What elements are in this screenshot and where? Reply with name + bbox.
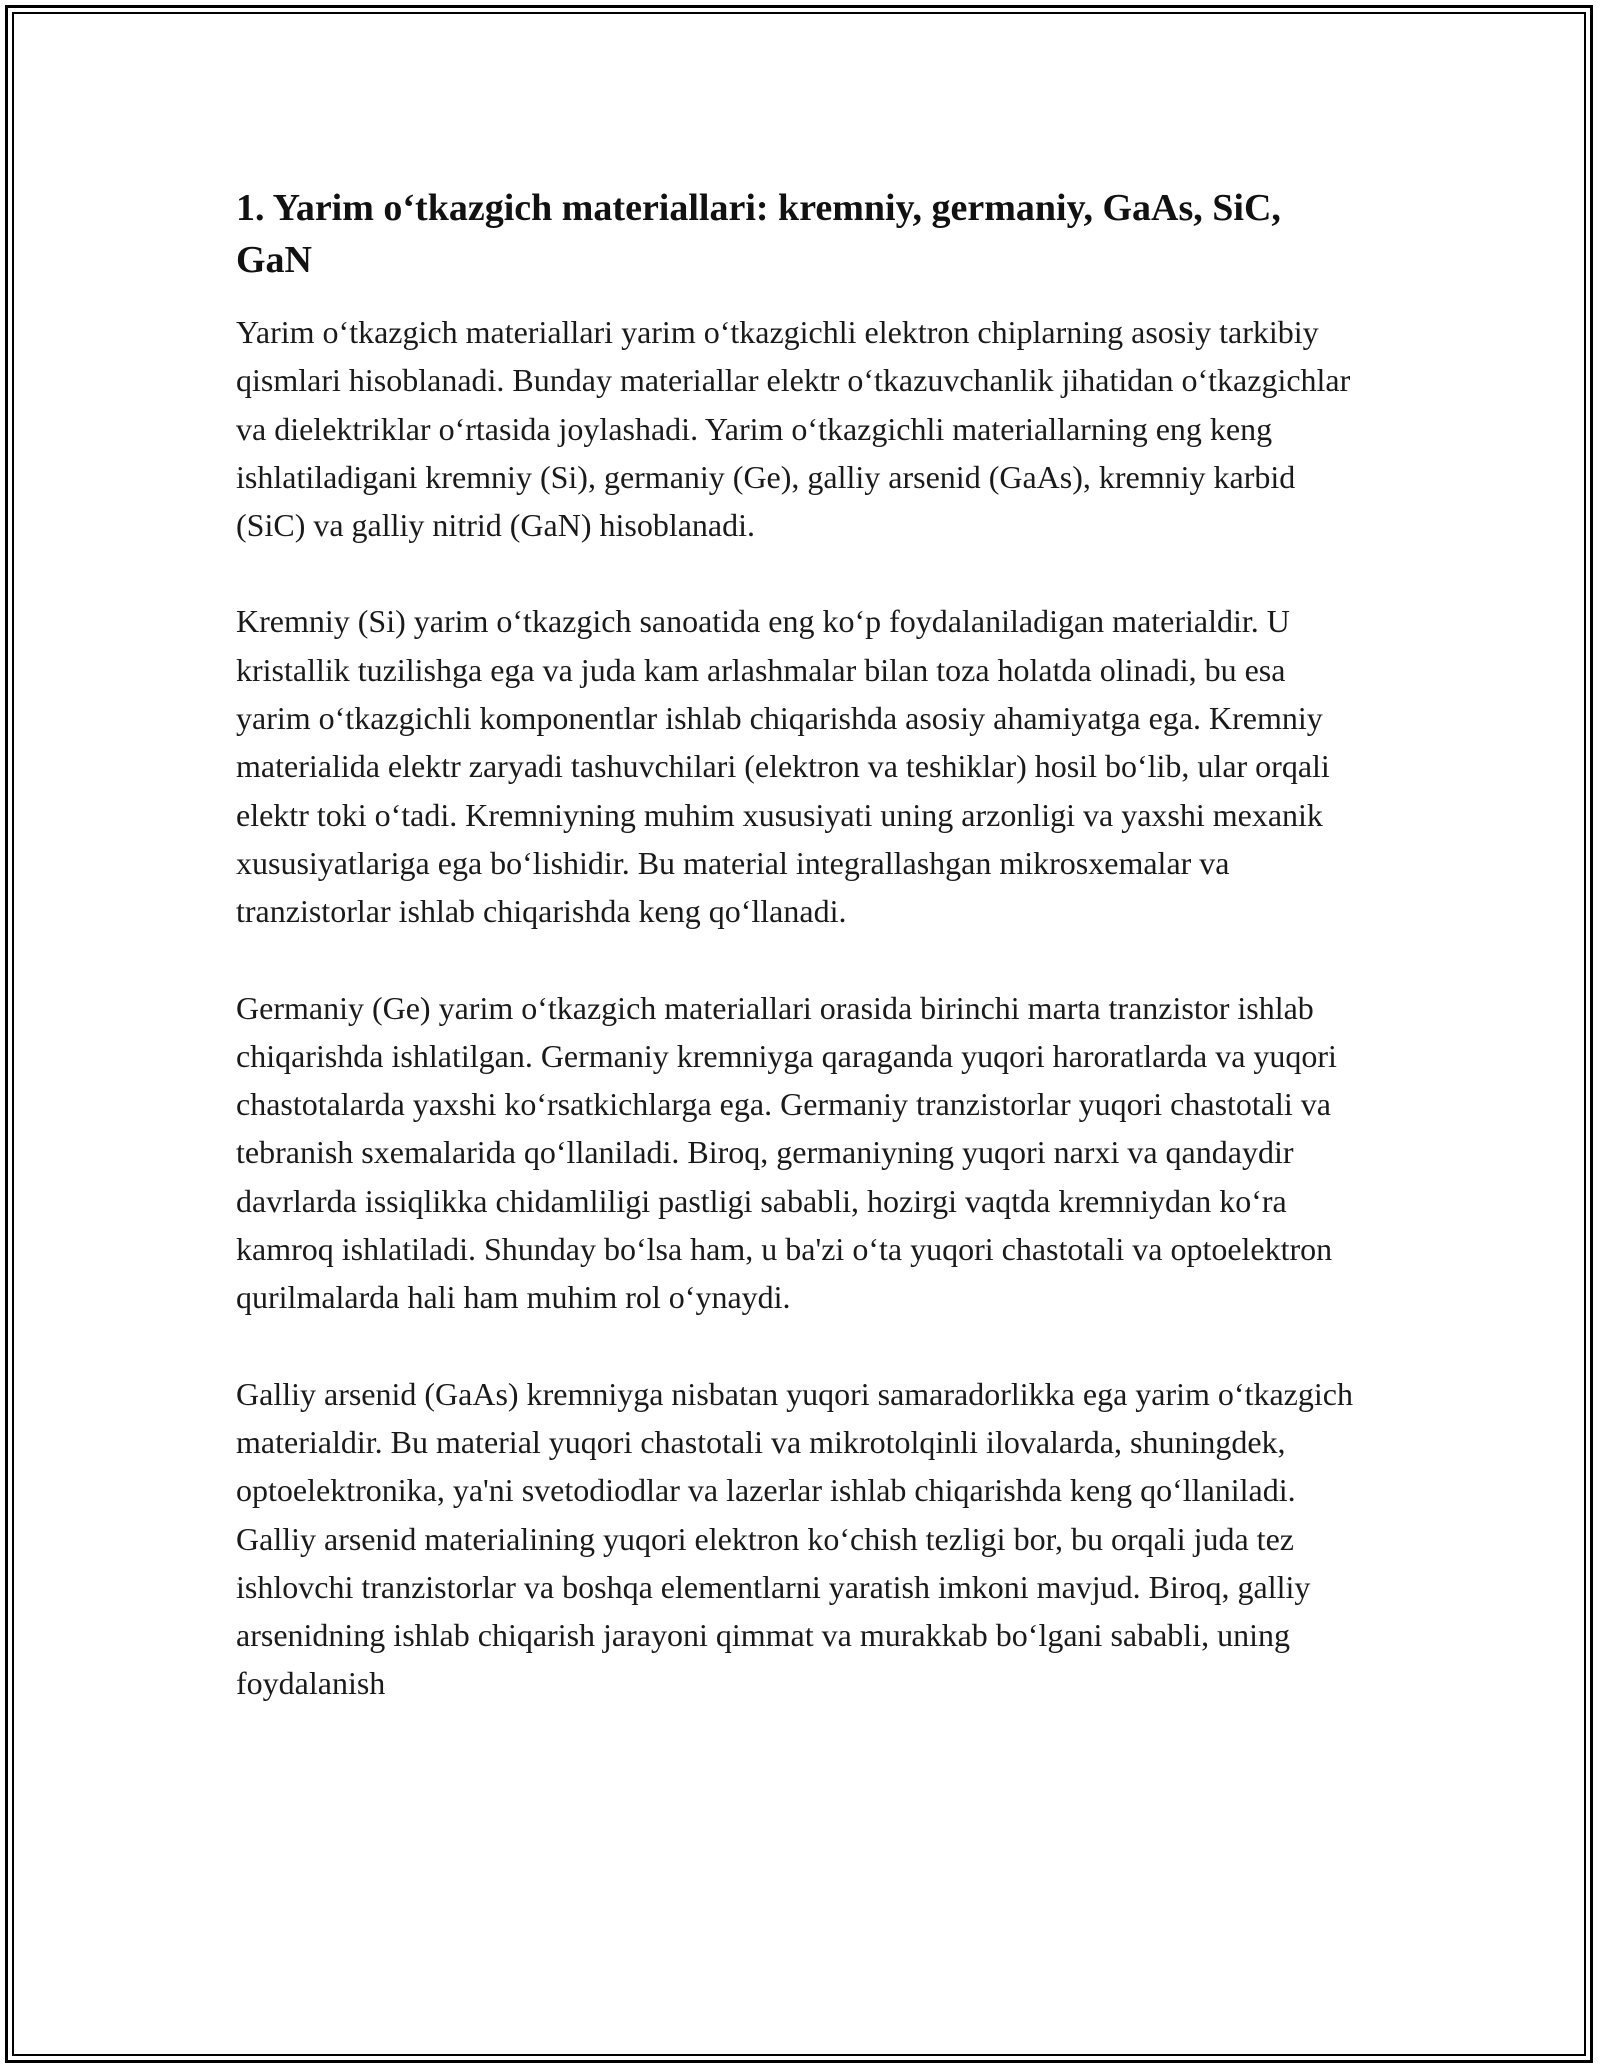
document-body <box>236 182 1366 1756</box>
paragraph-intro: Yarim o‘tkazgich materiallari yarim o‘tkazgichli elektron chiplarning asosiy tarkibiy qismlari hisoblanadi. Bunday materiallar elektr o‘tkazuvchanlik jihatidan o‘tkazgichlar va dielektriklar o‘rtasida joylashadi. Yarim o‘tkazgichli materiallarning eng keng ishlatiladigani kremniy (Si), germaniy (Ge), galliy arsenid (GaAs), kremniy karbid (SiC) va galliy nitrid (GaN) hisoblanadi. <box>236 314 1351 544</box>
paragraph-germanium: Germaniy (Ge) yarim o‘tkazgich materiallari orasida birinchi marta tranzistor ishlab chiqarishda ishlatilgan. Germaniy kremniyga qaraganda yuqori haroratlarda va yuqori chastotalarda yaxshi ko‘rsatkichlarga ega. Germaniy tranzistorlar yuqori chastotali va tebranish sxemalarida qo‘llaniladi. Biroq, germaniyning yuqori narxi va qandaydir davrlarda issiqlikka chidamliligi pastligi sababli, hozirgi vaqtda kremniydan ko‘ra kamroq ishlatiladi. Shunday bo‘lsa ham, u ba'zi o‘ta yuqori chastotali va optoelektron qurilmalarda hali ham muhim rol o‘ynaydi. <box>236 989 1337 1316</box>
paragraph-silicon: Kremniy (Si) yarim o‘tkazgich sanoatida eng ko‘p foydalaniladigan materialdir. U kristallik tuzilishga ega va juda kam arlashmalar bilan toza holatda olinadi, bu esa yarim o‘tkazgichli komponentlar ishlab chiqarishda asosiy ahamiyatga ega. Kremniy materialida elektr zaryadi tashuvchilari (elektron va teshiklar) hosil bo‘lib, ular orqali elektr toki o‘tadi. Kremniyning muhim xususiyati uning arzonligi va yaxshi mexanik xususiyatlariga ega bo‘lishidir. Bu material integrallashgan mikrosxemalar va tranzistorlar ishlab chiqarishda keng qo‘llanadi. <box>236 603 1330 930</box>
section-heading: 1. Yarim o‘tkazgich materiallari: kremniy, germaniy, GaAs, SiC, GaN <box>236 187 1281 281</box>
paragraph-gallium-arsenide: Galliy arsenid (GaAs) kremniyga nisbatan yuqori samaradorlikka ega yarim o‘tkazgich materialdir. Bu material yuqori chastotali va mikrotolqinli ilovalarda, shuningdek, optoelektronika, ya'ni svetodiodlar va lazerlar ishlab chiqarishda keng qo‘llaniladi. Galliy arsenid materialining yuqori elektron ko‘chish tezligi bor, bu orqali juda tez ishlovchi tranzistorlar va boshqa elementlarni yaratish imkoni mavjud. Biroq, galliy arsenidning ishlab chiqarish jarayoni qimmat va murakkab bo‘lgani sababli, uning foydalanish <box>236 1375 1353 1702</box>
